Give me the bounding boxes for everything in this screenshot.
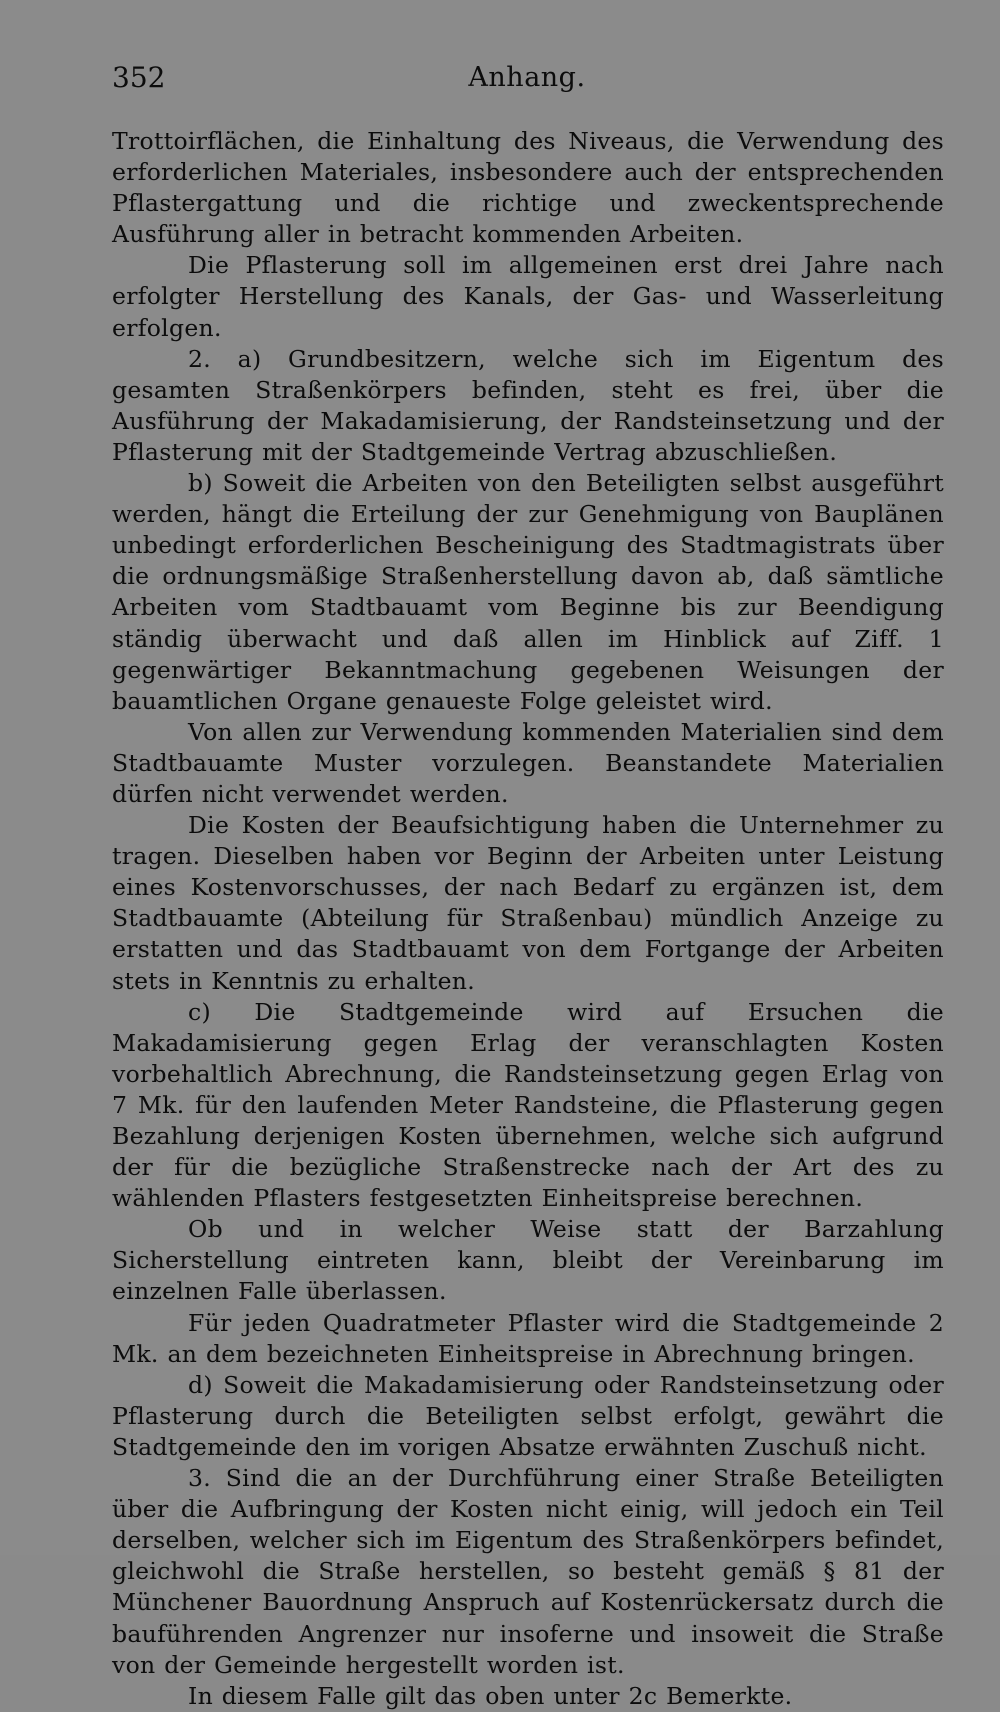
paragraph: d) Soweit die Makadamisierung oder Randsteinsetzung oder Pflasterung durch die Beteiligten selbst erfolgt, gewährt die Stadtgemeinde den im vorigen Absatze erwähnten Zuschuß nicht. bbox=[112, 1370, 944, 1461]
paragraph: 3. Sind die an der Durchführung einer Straße Beteiligten über die Aufbringung der Kosten nicht einig, will jedoch ein Teil derselben, welcher sich im Eigentum des Straßenkörpers befindet, gleichwohl die Straße herstellen, so besteht gemäß § 81 der Münchener Bauordnung Anspruch auf Kostenrückersatz durch die bauführenden Angrenzer nur insoferne und insoweit die Straße von der Gemeinde hergestellt worden ist. bbox=[112, 1464, 944, 1679]
running-title: Anhang. bbox=[468, 62, 586, 93]
paragraph: Für jeden Quadratmeter Pflaster wird die Stadtgemeinde 2 Mk. an dem bezeichneten Einheitspreise in Abrechnung bringen. bbox=[112, 1308, 944, 1368]
paragraph: Die Kosten der Beaufsichtigung haben die Unternehmer zu tragen. Dieselben haben vor Beginn der Arbeiten unter Leistung eines Kostenvorschusses, der nach Bedarf zu ergänzen ist, dem Stadtbauamte (Abteilung für Straßenbau) mündlich Anzeige zu erstatten und das Stadtbauamt von dem Fortgange der Arbeiten stets in Kenntnis zu erhalten. bbox=[112, 811, 944, 995]
paragraph: b) Soweit die Arbeiten von den Beteiligten selbst ausgeführt werden, hängt die Erteilung der zur Genehmigung von Bauplänen unbedingt erforderlichen Bescheinigung des Stadtmagistrats über die ordnungsmäßige Straßenherstellung davon ab, daß sämtliche Arbeiten vom Stadtbauamt vom Beginne bis zur Beendigung ständig überwacht und daß allen im Hinblick auf Ziff. 1 gegenwärtiger Bekanntmachung gegebenen Weisungen der bauamtlichen Organe genaueste Folge geleistet wird. bbox=[112, 469, 944, 715]
paragraph: c) Die Stadtgemeinde wird auf Ersuchen die Makadamisierung gegen Erlag der veranschlagten Kosten vorbehaltlich Abrechnung, die Randsteinsetzung gegen Erlag von 7 Mk. für den laufenden Meter Randsteine, die Pflasterung gegen Bezahlung derjenigen Kosten übernehmen, welche sich aufgrund der für die bezügliche Straßenstrecke nach der Art des zu wählenden Pflasters festgesetzten Einheitspreise berechnen. bbox=[112, 997, 944, 1213]
paragraph: Von allen zur Verwendung kommenden Materialien sind dem Stadtbauamte Muster vorzulegen. Beanstandete Materialien dürfen nicht verwendet werden. bbox=[112, 717, 944, 808]
page-header bbox=[112, 58, 942, 98]
paragraph: In diesem Falle gilt das oben unter 2c Bemerkte. bbox=[188, 1681, 793, 1710]
body-text bbox=[112, 126, 944, 1712]
paragraph: Trottoirflächen, die Einhaltung des Niveaus, die Verwendung des erforderlichen Materiales, insbesondere auch der entsprechenden Pflastergattung und die richtige und zweckentsprechende Ausführung aller in betracht kommenden Arbeiten. bbox=[112, 127, 944, 249]
paragraph: Die Pflasterung soll im allgemeinen erst drei Jahre nach erfolgter Herstellung des Kanals, der Gas- und Wasserleitung erfolgen. bbox=[112, 251, 944, 342]
paragraph: Ob und in welcher Weise statt der Barzahlung Sicherstellung eintreten kann, bleibt der Vereinbarung im einzelnen Falle überlassen. bbox=[112, 1215, 944, 1306]
page-number: 352 bbox=[112, 61, 166, 94]
paragraph: 2. a) Grundbesitzern, welche sich im Eigentum des gesamten Straßenkörpers befinden, steht es frei, über die Ausführung der Makadamisierung, der Randsteinsetzung und der Pflasterung mit der Stadtgemeinde Vertrag abzuschließen. bbox=[112, 344, 944, 466]
